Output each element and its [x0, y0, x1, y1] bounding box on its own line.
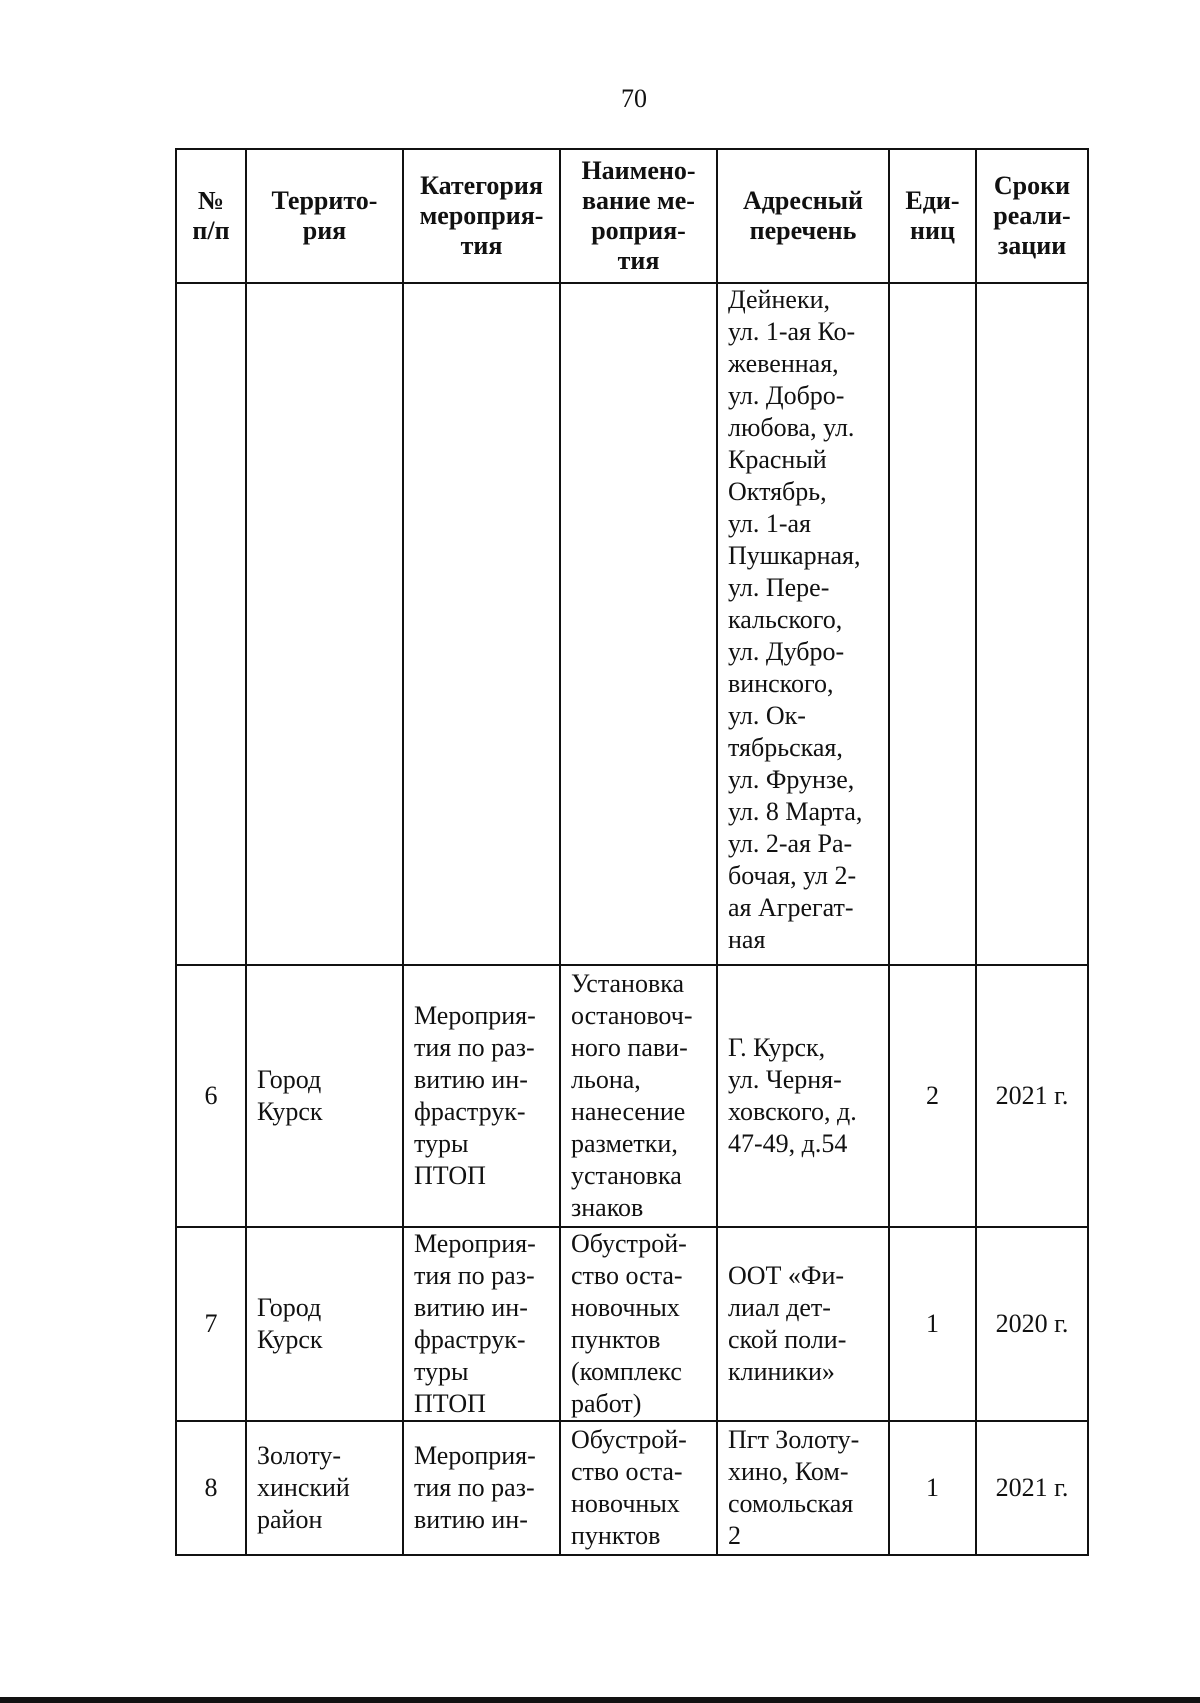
table-row	[176, 965, 1088, 1227]
cell-name	[560, 283, 717, 965]
cell-category: Мероприя- тия по раз- витию ин-	[403, 1421, 560, 1555]
cell-name: Установка остановоч- ного пави- льона, нанесение разметки, установка знаков	[560, 965, 717, 1227]
cell-category: Мероприя- тия по раз- витию ин- фраструк- туры ПТОП	[403, 1227, 560, 1421]
header-territory: Террито- рия	[246, 149, 403, 283]
cell-num: 8	[176, 1421, 246, 1555]
cell-address: Дейнеки, ул. 1-ая Ко- жевенная, ул. Добро- любова, ул. Красный Октябрь, ул. 1-ая Пушкарная, ул. Пере- кальского, ул. Дубро- винского, ул. Ок- тябрьская, ул. Фрунзе, ул. 8 Марта, ул. 2-ая Ра- бочая, ул 2- ая Агрегат- ная	[717, 283, 889, 965]
cell-address: ООТ «Фи- лиал дет- ской поли- клиники»	[717, 1227, 889, 1421]
page-number: 70	[621, 84, 647, 113]
header-category: Категория мероприя- тия	[403, 149, 560, 283]
cell-territory: Золоту- хинский район	[246, 1421, 403, 1555]
cell-address: Пгт Золоту- хино, Ком- сомольская 2	[717, 1421, 889, 1555]
header-address: Адресный перечень	[717, 149, 889, 283]
cell-units	[889, 283, 976, 965]
cell-territory: Город Курск	[246, 965, 403, 1227]
table-row	[176, 1227, 1088, 1421]
header-units: Еди- ниц	[889, 149, 976, 283]
cell-units: 1	[889, 1421, 976, 1555]
cell-category: Мероприя- тия по раз- витию ин- фраструк- туры ПТОП	[403, 965, 560, 1227]
cell-units: 2	[889, 965, 976, 1227]
header-num: № п/п	[176, 149, 246, 283]
cell-category	[403, 283, 560, 965]
header-name: Наимено- вание ме- роприя- тия	[560, 149, 717, 283]
cell-num	[176, 283, 246, 965]
cell-name: Обустрой- ство оста- новочных пунктов	[560, 1421, 717, 1555]
cell-deadline: 2021 г.	[976, 1421, 1088, 1555]
table-row	[176, 1421, 1088, 1555]
cell-territory	[246, 283, 403, 965]
cell-name: Обустрой- ство оста- новочных пунктов (комплекс работ)	[560, 1227, 717, 1421]
table-header-row	[176, 149, 1088, 283]
cell-num: 6	[176, 965, 246, 1227]
cell-deadline	[976, 283, 1088, 965]
cell-deadline: 2020 г.	[976, 1227, 1088, 1421]
cell-territory: Город Курск	[246, 1227, 403, 1421]
cell-num: 7	[176, 1227, 246, 1421]
cell-address: Г. Курск, ул. Черня- ховского, д. 47-49, д.54	[717, 965, 889, 1227]
cell-units: 1	[889, 1227, 976, 1421]
scan-bottom-edge	[0, 1697, 1200, 1703]
events-table	[175, 148, 1089, 1556]
table-row	[176, 283, 1088, 965]
header-deadline: Сроки реали- зации	[976, 149, 1088, 283]
cell-deadline: 2021 г.	[976, 965, 1088, 1227]
